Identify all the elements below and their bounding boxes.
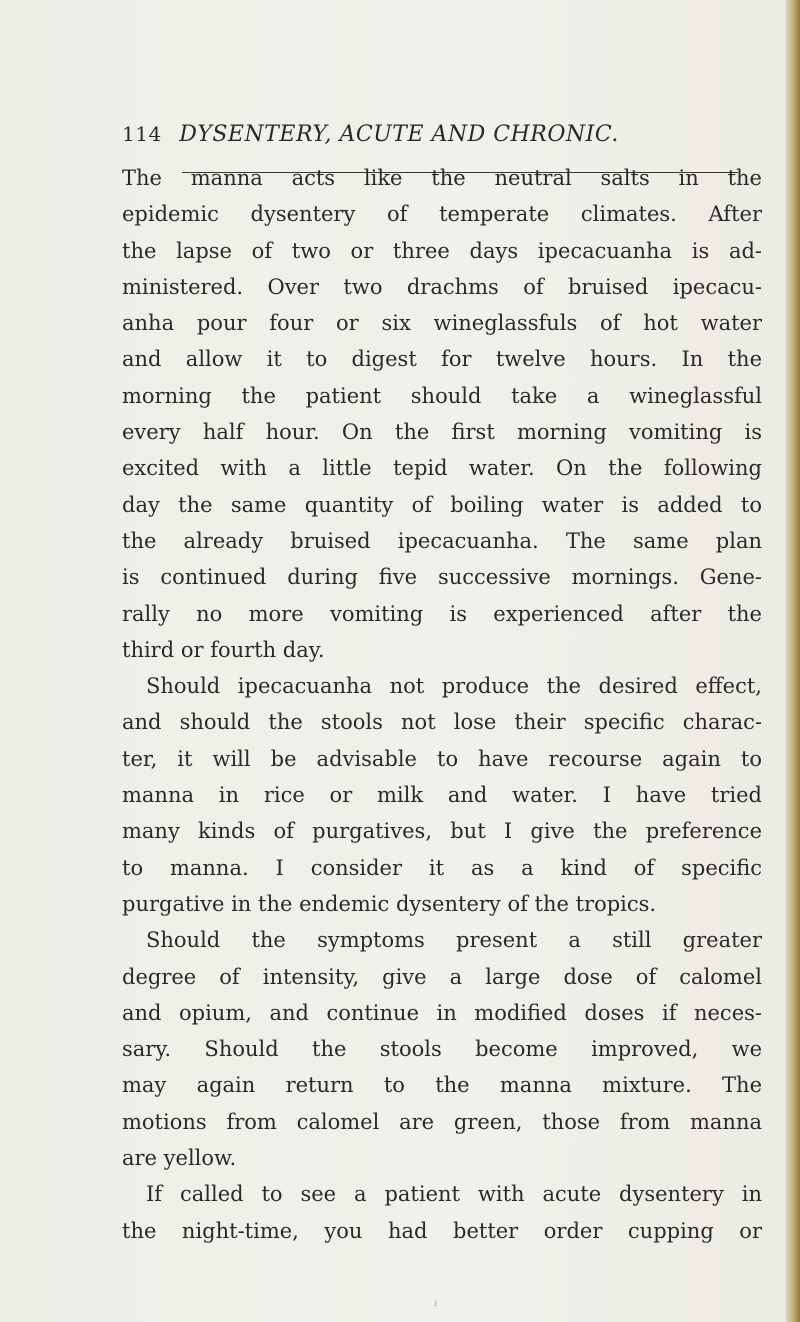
text-line: The manna acts like the neutral salts in the bbox=[122, 166, 762, 190]
text-line: every half hour. On the first morning vomiting is bbox=[122, 420, 762, 445]
text-line: degree of intensity, give a large dose of calomel bbox=[122, 964, 762, 989]
page-edge bbox=[786, 0, 800, 1322]
running-head-title: DYSENTERY, ACUTE AND CHRONIC. bbox=[179, 122, 619, 147]
text-line: is continued during five successive mornings. Gene- bbox=[122, 565, 762, 590]
text-line: purgative in the endemic dysentery of the tropics. bbox=[122, 891, 657, 916]
text-line: the lapse of two or three days ipecacuanha is ad- bbox=[122, 238, 762, 263]
text-line: many kinds of purgatives, but I give the preference bbox=[122, 819, 762, 844]
running-head bbox=[122, 122, 762, 162]
text-line: and allow it to digest for twelve hours. In the bbox=[122, 347, 762, 372]
text-line: Should the symptoms present a still greater bbox=[146, 928, 762, 953]
text-line: motions from calomel are green, those from manna bbox=[122, 1109, 762, 1134]
text-line: to manna. I consider it as a kind of specific bbox=[122, 855, 762, 880]
text-line: ministered. Over two drachms of bruised ipecacu- bbox=[122, 274, 762, 299]
page-number: 114 bbox=[122, 122, 162, 146]
body-text bbox=[122, 160, 762, 1249]
text-line: the night-time, you had better order cupping or bbox=[122, 1218, 762, 1243]
text-line: third or fourth day. bbox=[122, 637, 325, 662]
text-line: may again return to the manna mixture. The bbox=[122, 1073, 762, 1098]
text-line: are yellow. bbox=[122, 1146, 237, 1171]
text-line: excited with a little tepid water. On the following bbox=[122, 456, 762, 481]
text-line: morning the patient should take a wineglassful bbox=[122, 383, 762, 408]
printer-mark: ʲ bbox=[434, 1300, 437, 1311]
text-line: and should the stools not lose their specific charac- bbox=[122, 710, 762, 735]
text-line: sary. Should the stools become improved, we bbox=[122, 1037, 762, 1062]
text-line: day the same quantity of boiling water is added to bbox=[122, 492, 762, 517]
text-line: the already bruised ipecacuanha. The same plan bbox=[122, 528, 762, 553]
text-line: rally no more vomiting is experienced after the bbox=[122, 601, 762, 626]
text-line: Should ipecacuanha not produce the desired effect, bbox=[146, 674, 762, 699]
text-line: manna in rice or milk and water. I have tried bbox=[122, 783, 762, 808]
text-line: epidemic dysentery of temperate climates. After bbox=[122, 202, 762, 227]
text-line: anha pour four or six wineglassfuls of hot water bbox=[122, 311, 762, 336]
text-line: If called to see a patient with acute dysentery in bbox=[146, 1182, 762, 1207]
text-line: and opium, and continue in modified doses if neces- bbox=[122, 1000, 762, 1025]
text-line: ter, it will be advisable to have recourse again to bbox=[122, 746, 762, 771]
